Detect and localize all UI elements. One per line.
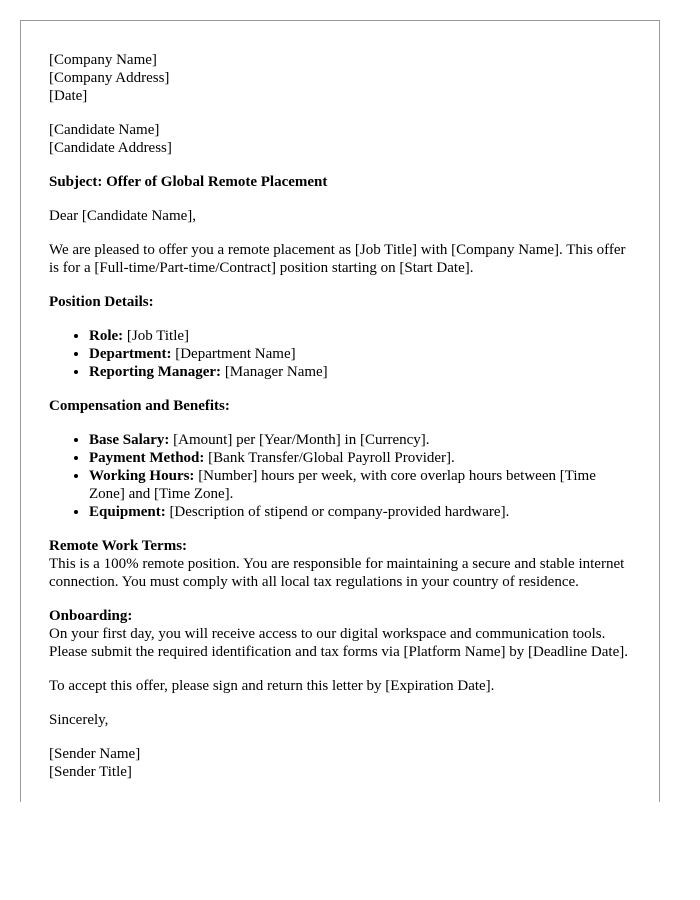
sender-name: [Sender Name] [49, 746, 141, 762]
candidate-address: [Candidate Address] [49, 140, 172, 156]
sender-block [49, 51, 635, 105]
sender-title: [Sender Title] [49, 764, 132, 780]
compensation-heading: Compensation and Benefits: [49, 398, 230, 414]
candidate-name: [Candidate Name] [49, 122, 160, 138]
acceptance-paragraph: To accept this offer, please sign and return this letter by [Expiration Date]. [49, 678, 495, 694]
item-label: Reporting Manager: [89, 364, 222, 380]
subject-line: Subject: Offer of Global Remote Placement [49, 174, 328, 190]
compensation-list [49, 431, 635, 521]
item-label: Base Salary: [89, 432, 170, 448]
item-label: Payment Method: [89, 450, 205, 466]
list-item [89, 363, 635, 381]
closing: Sincerely, [49, 712, 109, 728]
letter-date: [Date] [49, 88, 88, 104]
onboarding-body: On your first day, you will receive access to our digital workspace and communication tools. Please submit the required identification and tax forms via [Platform Name] by [Deadline Date]. [49, 626, 628, 660]
intro-paragraph: We are pleased to offer you a remote placement as [Job Title] with [Company Name]. This offer is for a [Full-time/Part-time/Contract] position starting on [Start Date]. [49, 242, 626, 276]
item-value: [Job Title] [123, 328, 190, 344]
position-details-heading: Position Details: [49, 294, 154, 310]
list-item [89, 467, 635, 503]
onboarding-heading: Onboarding: [49, 608, 133, 624]
item-value: [Bank Transfer/Global Payroll Provider]. [204, 450, 455, 466]
list-item [89, 449, 635, 467]
list-item [89, 431, 635, 449]
salutation: Dear [Candidate Name], [49, 208, 197, 224]
item-value: [Amount] per [Year/Month] in [Currency]. [169, 432, 430, 448]
item-label: Equipment: [89, 504, 166, 520]
onboarding-section [49, 607, 635, 661]
item-value: [Manager Name] [221, 364, 328, 380]
item-label: Department: [89, 346, 172, 362]
letter-page [20, 20, 660, 802]
item-label: Role: [89, 328, 124, 344]
item-label: Working Hours: [89, 468, 195, 484]
item-value: [Number] hours per week, with core overlap hours between [Time Zone] and [Time Zone]. [89, 468, 596, 502]
remote-terms-section [49, 537, 635, 591]
item-value: [Department Name] [171, 346, 296, 362]
item-value: [Description of stipend or company-provided hardware]. [165, 504, 510, 520]
company-name: [Company Name] [49, 52, 157, 68]
recipient-block [49, 121, 635, 157]
list-item [89, 327, 635, 345]
list-item [89, 503, 635, 521]
company-address: [Company Address] [49, 70, 170, 86]
list-item [89, 345, 635, 363]
position-details-list [49, 327, 635, 381]
letter-content [49, 51, 635, 797]
signature-block [49, 745, 635, 781]
remote-terms-heading: Remote Work Terms: [49, 538, 188, 554]
remote-terms-body: This is a 100% remote position. You are responsible for maintaining a secure and stable internet connection. You must comply with all local tax regulations in your country of residence. [49, 556, 625, 590]
